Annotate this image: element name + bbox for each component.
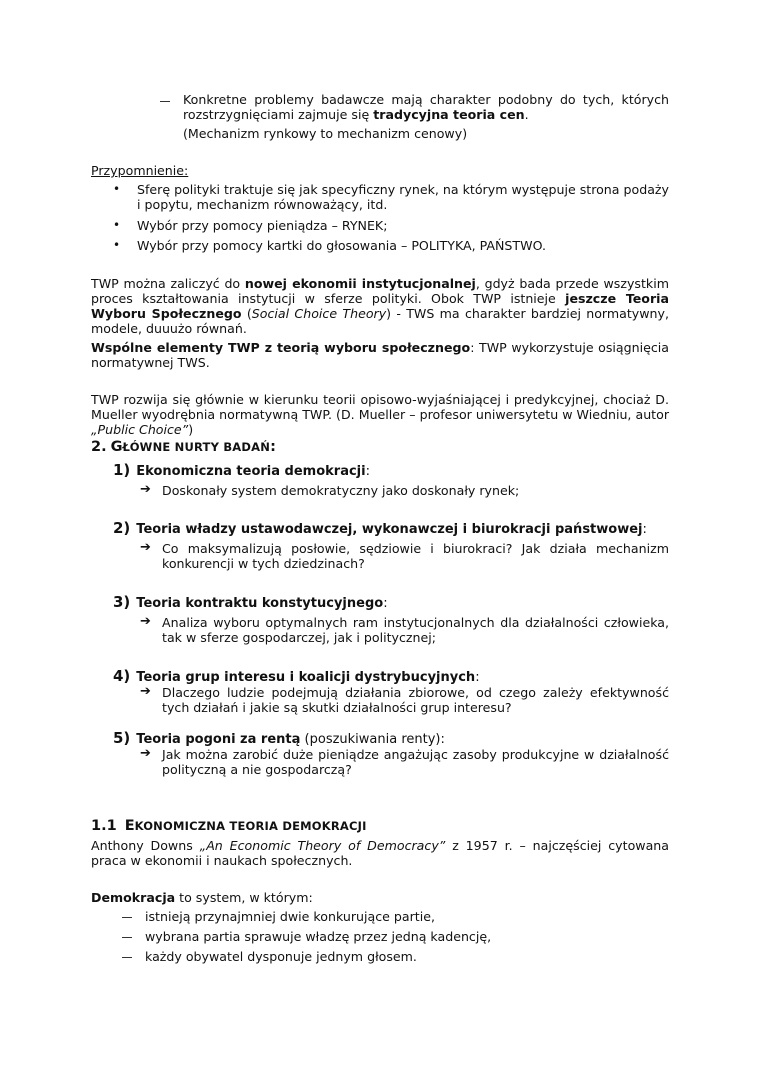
current-desc: Co maksymalizują posłowie, sędziowie i biurokraci? Jak działa mechanizm konkurencji w tych dziedzinach? [162, 541, 669, 571]
democracy-definition: Demokracja to system, w którym: [91, 890, 313, 905]
reminder-item: Wybór przy pomocy pieniądza – RYNEK; [137, 218, 388, 233]
paragraph-downs: Anthony Downs „An Economic Theory of Democracy” z 1957 r. – najczęściej cytowana praca w ekonomii i naukach społecznych. [91, 838, 669, 868]
democracy-item: wybrana partia sprawuje władzę przez jedną kadencję, [145, 929, 492, 944]
bullet-icon: • [113, 182, 121, 196]
current-heading: 3) Teoria kontraktu konstytucyjnego: [113, 593, 388, 611]
current-heading: 1) Ekonomiczna teoria demokracji: [113, 461, 370, 479]
arrow-right-icon: ➔ [140, 482, 151, 497]
arrow-right-icon: ➔ [140, 684, 151, 699]
reminder-item: Sferę polityki traktuje się jak specyficzny rynek, na którym występuje strona podaży i popytu, mechanizm równoważący, itd. [137, 182, 669, 212]
current-desc: Jak można zarobić duże pieniądze angażując zasoby produkcyjne w działalność polityczną a nie gospodarczą? [162, 747, 669, 777]
current-heading: 4) Teoria grup interesu i koalicji dystrybucyjnych: [113, 667, 480, 685]
dash-bullet [122, 917, 132, 918]
intro-note: (Mechanizm rynkowy to mechanizm cenowy) [183, 126, 468, 141]
arrow-right-icon: ➔ [140, 540, 151, 555]
reminder-item: Wybór przy pomocy kartki do głosowania – POLITYKA, PAŃSTWO. [137, 238, 546, 253]
arrow-right-icon: ➔ [140, 614, 151, 629]
dash-bullet [122, 957, 132, 958]
bullet-icon: • [113, 218, 121, 232]
current-desc: Analiza wyboru optymalnych ram instytucjonalnych dla działalności człowieka, tak w sferze gospodarczej, jak i politycznej; [162, 615, 669, 645]
current-desc: Dlaczego ludzie podejmują działania zbiorowe, od czego zależy efektywność tych działań i jakie są skutki działalności grup interesu? [162, 685, 669, 715]
arrow-right-icon: ➔ [140, 746, 151, 761]
paragraph-mueller: TWP rozwija się głównie w kierunku teorii opisowo-wyjaśniającej i predykcyjnej, chociaż D. Mueller wyodrębnia normatywną TWP. (D. Mueller – profesor uniwersytetu w Wiedniu, autor „Public Choice”) [91, 392, 669, 437]
democracy-item: każdy obywatel dysponuje jednym głosem. [145, 949, 417, 964]
current-heading: 5) Teoria pogoni za rentą (poszukiwania renty): [113, 729, 445, 747]
paragraph-common-elements: Wspólne elementy TWP z teorią wyboru społecznego: TWP wykorzystuje osiągnięcia normatywnej TWS. [91, 340, 670, 370]
dash-bullet [122, 937, 132, 938]
paragraph-twp: TWP można zaliczyć do nowej ekonomii instytucjonalnej, gdyż bada przede wszystkim proces kształtowania instytucji w sferze polityki. Obok TWP istnieje jeszcze Teoria Wyboru Społecznego (Social Choice Theory) - TWS ma charakter bardziej normatywny, modele, duuużo równań. [91, 276, 669, 336]
subsection-heading: 1.1 EKONOMICZNA TEORIA DEMOKRACJI [91, 818, 367, 834]
dash-bullet [160, 101, 170, 102]
democracy-item: istnieją przynajmniej dwie konkurujące partie, [145, 909, 435, 924]
bullet-icon: • [113, 238, 121, 252]
section-heading: 2. GŁÓWNE NURTY BADAŃ: [91, 439, 276, 455]
current-heading: 2) Teoria władzy ustawodawczej, wykonawczej i biurokracji państwowej: [113, 519, 647, 537]
reminder-title: Przypomnienie: [91, 163, 189, 178]
current-desc: Doskonały system demokratyczny jako doskonały rynek; [162, 483, 520, 498]
intro-item: Konkretne problemy badawcze mają charakter podobny do tych, których rozstrzygnięciami zajmuje się tradycyjna teoria cen. [183, 92, 669, 122]
